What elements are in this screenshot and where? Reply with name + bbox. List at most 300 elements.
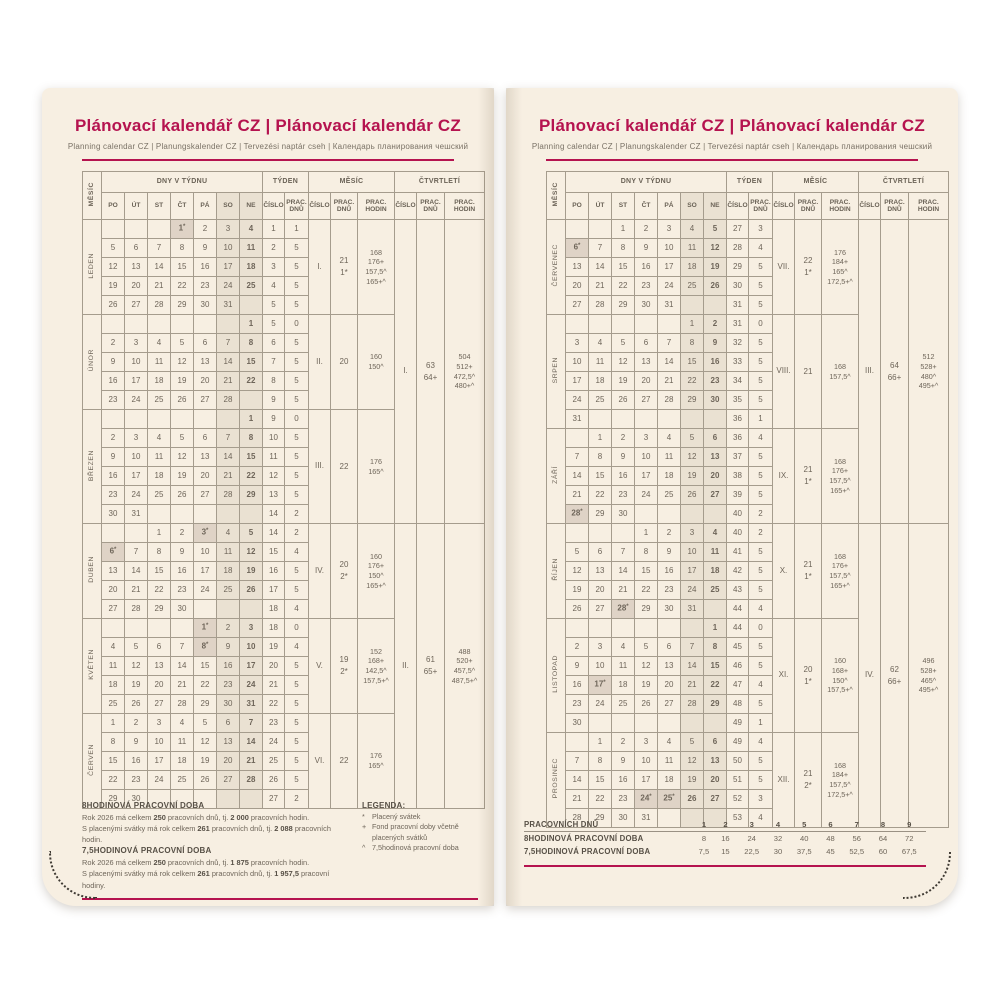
day-cell: 16 <box>217 657 240 676</box>
month-name-label: ŘÍJEN <box>547 524 566 619</box>
month-hours-cell: 160 150^ <box>358 315 395 410</box>
day-cell: 4 <box>658 429 681 448</box>
day-cell: 9 <box>102 448 125 467</box>
day-cell: 21 <box>566 486 589 505</box>
day-cell: 12 <box>681 448 704 467</box>
day-cell: 30 <box>217 695 240 714</box>
day-cell: 23 <box>704 372 727 391</box>
day-cell: 5 <box>102 239 125 258</box>
month-hours-cell: 168 176+ 157,5^ 165+^ <box>822 429 859 524</box>
day-cell: 22 <box>589 790 612 809</box>
day-header: NE <box>240 193 263 220</box>
day-cell: 9 <box>612 752 635 771</box>
page-header-left <box>42 88 494 161</box>
day-cell: 16 <box>102 467 125 486</box>
hours-value-cell: 72 <box>905 834 914 843</box>
day-cell <box>681 410 704 429</box>
day-cell: 28 <box>217 391 240 410</box>
day-cell <box>635 315 658 334</box>
day-header: PÁ <box>658 193 681 220</box>
sub-header: PRAC. DNŮ <box>285 193 309 220</box>
month-axis-header: MĚSÍC <box>83 172 102 220</box>
day-cell <box>589 619 612 638</box>
week-workdays-cell: 5 <box>749 562 773 581</box>
day-cell <box>102 410 125 429</box>
day-cell: 14 <box>681 657 704 676</box>
month-name-label: PROSINEC <box>547 733 566 828</box>
week-workdays-cell: 5 <box>749 638 773 657</box>
summary-title-75h: 7,5HODINOVÁ PRACOVNÍ DOBA <box>82 846 212 856</box>
day-cell: 19 <box>125 676 148 695</box>
day-cell: 27 <box>635 391 658 410</box>
day-cell: 16 <box>635 258 658 277</box>
day-cell: 18 <box>658 467 681 486</box>
day-cell: 23 <box>102 391 125 410</box>
day-cell: 25 <box>589 391 612 410</box>
day-cell: 28 <box>240 771 263 790</box>
quarter-workdays-cell: 64 66+ <box>881 220 909 524</box>
week-workdays-cell: 4 <box>749 429 773 448</box>
page-left <box>42 88 494 906</box>
day-cell: 9 <box>635 239 658 258</box>
week-workdays-cell: 5 <box>749 334 773 353</box>
day-cell: 31 <box>217 296 240 315</box>
day-cell: 11 <box>658 448 681 467</box>
day-cell: 13 <box>194 448 217 467</box>
day-cell: 2 <box>102 429 125 448</box>
day-cell: 28 <box>681 695 704 714</box>
day-cell: 21 <box>171 676 194 695</box>
day-cell <box>566 619 589 638</box>
day-cell <box>194 600 217 619</box>
sub-header: PRAC. DNŮ <box>417 193 445 220</box>
month-name-label: ČERVENEC <box>547 220 566 315</box>
day-cell: 22 <box>240 372 263 391</box>
day-cell: 30 <box>635 296 658 315</box>
day-cell: 1* <box>194 619 217 638</box>
week-number-cell: 20 <box>263 657 285 676</box>
workdays-hours-table <box>524 818 926 858</box>
day-cell <box>240 391 263 410</box>
day-cell <box>148 505 171 524</box>
day-cell: 9 <box>658 543 681 562</box>
day-cell: 6 <box>194 334 217 353</box>
day-cell <box>566 429 589 448</box>
day-cell: 19 <box>171 372 194 391</box>
week-workdays-cell: 5 <box>285 391 309 410</box>
day-cell: 3* <box>194 524 217 543</box>
day-cell: 29 <box>194 695 217 714</box>
quarter-hours-cell: 512 528+ 480^ 495+^ <box>909 220 949 524</box>
day-cell: 12 <box>240 543 263 562</box>
month-hours-cell: 168 184+ 157,5^ 172,5+^ <box>822 733 859 828</box>
day-cell: 18 <box>148 372 171 391</box>
week-workdays-cell: 5 <box>285 334 309 353</box>
day-cell: 5 <box>612 334 635 353</box>
day-cell: 22 <box>589 486 612 505</box>
day-cell: 9 <box>217 638 240 657</box>
day-cell: 16 <box>612 771 635 790</box>
day-cell: 5 <box>681 429 704 448</box>
day-cell: 10 <box>566 353 589 372</box>
day-cell: 6* <box>102 543 125 562</box>
day-cell: 1 <box>240 315 263 334</box>
week-number-cell: 18 <box>263 600 285 619</box>
day-cell: 13 <box>704 448 727 467</box>
day-cell: 5 <box>681 733 704 752</box>
week-number-cell: 27 <box>263 790 285 809</box>
day-cell: 7 <box>148 239 171 258</box>
day-cell: 27 <box>566 296 589 315</box>
day-cell: 20 <box>102 581 125 600</box>
day-cell <box>704 296 727 315</box>
day-cell: 28 <box>658 391 681 410</box>
day-cell <box>589 714 612 733</box>
week-number-cell: 11 <box>263 448 285 467</box>
week-number-cell: 9 <box>263 410 285 429</box>
day-cell: 20 <box>635 372 658 391</box>
day-header: PO <box>566 193 589 220</box>
day-cell: 16 <box>125 752 148 771</box>
day-cell <box>704 505 727 524</box>
week-number-cell: 49 <box>727 714 749 733</box>
day-cell: 20 <box>704 771 727 790</box>
day-cell: 4 <box>240 220 263 239</box>
week-number-cell: 29 <box>727 258 749 277</box>
footer-right <box>524 818 926 867</box>
day-cell: 25 <box>171 771 194 790</box>
day-header: ÚT <box>125 193 148 220</box>
day-cell: 31 <box>635 809 658 828</box>
day-cell: 24 <box>589 695 612 714</box>
week-workdays-cell: 5 <box>285 429 309 448</box>
day-cell <box>635 714 658 733</box>
day-cell: 25 <box>704 581 727 600</box>
day-cell: 8 <box>589 752 612 771</box>
day-cell: 24 <box>217 277 240 296</box>
day-cell: 19 <box>102 277 125 296</box>
month-name-label: LEDEN <box>83 220 102 315</box>
day-cell: 23 <box>217 676 240 695</box>
day-cell: 9 <box>125 733 148 752</box>
month-hours-cell: 176 165^ <box>358 410 395 524</box>
hours-value-cell: 8 <box>873 818 892 832</box>
month-name-label: ZÁŘÍ <box>547 429 566 524</box>
hours-value-cell: 9 <box>893 818 926 832</box>
day-cell: 1 <box>148 524 171 543</box>
week-group-header: TÝDEN <box>727 172 773 193</box>
day-cell: 14 <box>566 467 589 486</box>
legend-title: LEGENDA: <box>362 801 406 810</box>
day-cell: 23 <box>566 695 589 714</box>
week-workdays-cell: 5 <box>285 467 309 486</box>
day-cell: 5 <box>240 524 263 543</box>
hours-row-label: 8HODINOVÁ PRACOVNÍ DOBA <box>524 834 644 843</box>
day-cell: 26 <box>194 771 217 790</box>
page-title: Plánovací kalendář CZ | Plánovací kalendár CZ <box>74 116 461 135</box>
legend <box>362 800 478 891</box>
day-cell: 16 <box>566 676 589 695</box>
day-cell: 10 <box>194 543 217 562</box>
day-cell: 8* <box>194 638 217 657</box>
month-hours-cell: 168 176+ 157,5^ 165+^ <box>358 220 395 315</box>
footer-rule <box>524 865 926 867</box>
month-hours-cell: 152 168+ 142,5^ 157,5+^ <box>358 619 395 714</box>
week-workdays-cell: 5 <box>285 353 309 372</box>
week-group-header: TÝDEN <box>263 172 309 193</box>
month-workdays-cell: 20 2* <box>331 524 358 619</box>
day-cell: 13 <box>217 733 240 752</box>
week-number-cell: 25 <box>263 752 285 771</box>
day-cell: 24 <box>125 391 148 410</box>
week-number-cell: 10 <box>263 429 285 448</box>
month-workdays-cell: 19 2* <box>331 619 358 714</box>
day-cell: 15 <box>589 467 612 486</box>
day-cell: 21 <box>125 581 148 600</box>
week-number-cell: 31 <box>727 315 749 334</box>
week-workdays-cell: 0 <box>285 410 309 429</box>
week-number-cell: 4 <box>263 277 285 296</box>
day-cell: 30 <box>125 790 148 809</box>
legend-text: 7,5hodinová pracovní doba <box>372 843 459 853</box>
month-hours-cell: 168 157,5^ <box>822 315 859 429</box>
day-cell: 15 <box>589 771 612 790</box>
week-number-cell: 52 <box>727 790 749 809</box>
day-cell: 14 <box>148 258 171 277</box>
day-cell: 1 <box>612 220 635 239</box>
day-cell: 10 <box>635 752 658 771</box>
day-cell: 17 <box>148 752 171 771</box>
week-number-cell: 44 <box>727 619 749 638</box>
day-cell <box>240 505 263 524</box>
day-cell <box>240 600 263 619</box>
day-cell: 3 <box>635 733 658 752</box>
day-cell: 7 <box>566 448 589 467</box>
month-group-header: MĚSÍC <box>773 172 859 193</box>
week-workdays-cell: 2 <box>749 505 773 524</box>
day-cell: 6 <box>217 714 240 733</box>
legend-text: Placený svátek <box>372 812 421 821</box>
day-cell: 25 <box>681 277 704 296</box>
week-workdays-cell: 5 <box>749 258 773 277</box>
month-workdays-cell: 21 1* <box>795 524 822 619</box>
hours-value-cell: 64 <box>878 834 888 843</box>
day-cell: 29 <box>681 391 704 410</box>
sub-header: PRAC. DNŮ <box>881 193 909 220</box>
day-cell: 17 <box>194 562 217 581</box>
week-workdays-cell: 5 <box>285 296 309 315</box>
day-cell: 16 <box>171 562 194 581</box>
week-workdays-cell: 4 <box>749 676 773 695</box>
footer-rule <box>82 898 478 900</box>
day-cell: 27 <box>704 486 727 505</box>
day-cell: 7 <box>589 239 612 258</box>
day-cell: 4 <box>217 524 240 543</box>
day-cell: 8 <box>635 543 658 562</box>
week-number-cell: 48 <box>727 695 749 714</box>
day-cell: 8 <box>240 429 263 448</box>
day-header: ČT <box>171 193 194 220</box>
day-cell: 24 <box>148 771 171 790</box>
day-cell: 5 <box>566 543 589 562</box>
day-cell: 6 <box>658 638 681 657</box>
week-workdays-cell: 3 <box>749 790 773 809</box>
day-cell: 13 <box>102 562 125 581</box>
quarter-number-cell: III. <box>859 220 881 524</box>
month-group-header: MĚSÍC <box>309 172 395 193</box>
day-cell <box>194 410 217 429</box>
day-cell: 26 <box>125 695 148 714</box>
day-cell: 19 <box>612 372 635 391</box>
day-cell: 28 <box>125 600 148 619</box>
day-cell <box>635 410 658 429</box>
sub-header: PRAC. DNŮ <box>749 193 773 220</box>
day-cell: 3 <box>658 220 681 239</box>
hours-value-cell: 3 <box>735 818 768 832</box>
day-cell: 10 <box>148 733 171 752</box>
week-workdays-cell: 2 <box>285 524 309 543</box>
day-cell: 5 <box>635 638 658 657</box>
hours-value-cell: 60 <box>878 847 888 856</box>
day-cell: 7 <box>681 638 704 657</box>
week-number-cell: 33 <box>727 353 749 372</box>
page-subtitle: Planning calendar CZ | Planungskalender CZ | Tervezési naptár cseh | Календарь планирования чешский <box>67 142 469 151</box>
day-cell: 24 <box>194 581 217 600</box>
sub-header: ČÍSLO <box>859 193 881 220</box>
month-number-cell: II. <box>309 315 331 410</box>
day-cell: 21 <box>217 467 240 486</box>
day-cell: 5 <box>171 429 194 448</box>
day-cell: 9 <box>171 543 194 562</box>
day-cell <box>240 296 263 315</box>
week-number-cell: 19 <box>263 638 285 657</box>
day-cell: 9 <box>566 657 589 676</box>
header-rule <box>82 159 454 161</box>
day-cell <box>125 619 148 638</box>
month-number-cell: I. <box>309 220 331 315</box>
day-cell <box>612 410 635 429</box>
day-cell: 31 <box>240 695 263 714</box>
day-cell: 12 <box>125 657 148 676</box>
month-number-cell: IV. <box>309 524 331 619</box>
week-workdays-cell: 5 <box>749 486 773 505</box>
week-workdays-cell: 5 <box>749 752 773 771</box>
day-cell: 3 <box>566 334 589 353</box>
day-cell: 7 <box>612 543 635 562</box>
day-cell: 16 <box>612 467 635 486</box>
day-cell: 24* <box>635 790 658 809</box>
day-cell: 2 <box>217 619 240 638</box>
day-cell <box>217 410 240 429</box>
day-cell: 30 <box>612 505 635 524</box>
header-rule <box>546 159 918 161</box>
day-cell: 6 <box>635 334 658 353</box>
day-cell: 30 <box>171 600 194 619</box>
week-number-cell: 16 <box>263 562 285 581</box>
day-cell <box>612 714 635 733</box>
month-number-cell: XI. <box>773 619 795 733</box>
day-cell: 15 <box>612 258 635 277</box>
day-cell: 23 <box>102 486 125 505</box>
day-cell: 1 <box>589 733 612 752</box>
day-cell: 23 <box>612 790 635 809</box>
day-cell: 21 <box>566 790 589 809</box>
day-cell <box>171 410 194 429</box>
day-cell: 11 <box>148 353 171 372</box>
day-cell <box>589 220 612 239</box>
day-cell <box>102 220 125 239</box>
week-number-cell: 26 <box>263 771 285 790</box>
quarter-workdays-cell: 61 65+ <box>417 524 445 809</box>
sub-header: ČÍSLO <box>263 193 285 220</box>
quarter-group-header: ČTVRTLETÍ <box>859 172 949 193</box>
week-workdays-cell: 3 <box>749 220 773 239</box>
day-cell: 28* <box>612 600 635 619</box>
day-cell: 17* <box>589 676 612 695</box>
day-cell: 10 <box>125 448 148 467</box>
legend-symbol: * <box>362 812 365 821</box>
day-cell: 28 <box>171 695 194 714</box>
day-cell: 6 <box>704 429 727 448</box>
day-cell <box>658 410 681 429</box>
day-cell: 2 <box>125 714 148 733</box>
day-cell: 26 <box>704 277 727 296</box>
hours-value-cell: 15 <box>721 847 730 856</box>
day-cell: 28 <box>566 809 589 828</box>
day-cell: 1 <box>704 619 727 638</box>
week-number-cell: 49 <box>727 733 749 752</box>
day-cell: 3 <box>148 714 171 733</box>
month-hours-cell: 168 176+ 157,5^ 165+^ <box>822 524 859 619</box>
day-cell <box>102 619 125 638</box>
days-group-header: DNY V TÝDNU <box>102 172 263 193</box>
week-workdays-cell: 0 <box>285 619 309 638</box>
month-number-cell: V. <box>309 619 331 714</box>
day-cell: 27 <box>148 695 171 714</box>
hours-value-cell: 37,5 <box>796 847 812 856</box>
day-cell <box>148 315 171 334</box>
day-cell <box>704 410 727 429</box>
week-number-cell: 36 <box>727 410 749 429</box>
hours-value-cell: 8 <box>701 834 707 843</box>
week-workdays-cell: 5 <box>285 258 309 277</box>
day-cell: 14 <box>125 562 148 581</box>
day-cell: 4 <box>148 334 171 353</box>
week-workdays-cell: 5 <box>749 391 773 410</box>
day-cell: 17 <box>125 372 148 391</box>
day-cell: 27 <box>102 600 125 619</box>
day-cell: 18 <box>681 258 704 277</box>
day-cell: 1 <box>102 714 125 733</box>
day-cell: 9 <box>704 334 727 353</box>
day-cell <box>125 315 148 334</box>
sub-header: ČÍSLO <box>727 193 749 220</box>
working-time-summary <box>82 800 350 891</box>
week-number-cell: 18 <box>263 619 285 638</box>
hours-value-cell: 7 <box>840 818 873 832</box>
day-cell <box>217 600 240 619</box>
week-workdays-cell: 0 <box>749 619 773 638</box>
day-cell: 14 <box>240 733 263 752</box>
day-cell: 10 <box>217 239 240 258</box>
week-workdays-cell: 5 <box>749 771 773 790</box>
week-number-cell: 36 <box>727 429 749 448</box>
day-cell: 9 <box>194 239 217 258</box>
quarter-number-cell: I. <box>395 220 417 524</box>
week-number-cell: 7 <box>263 353 285 372</box>
day-cell: 17 <box>681 562 704 581</box>
week-number-cell: 43 <box>727 581 749 600</box>
